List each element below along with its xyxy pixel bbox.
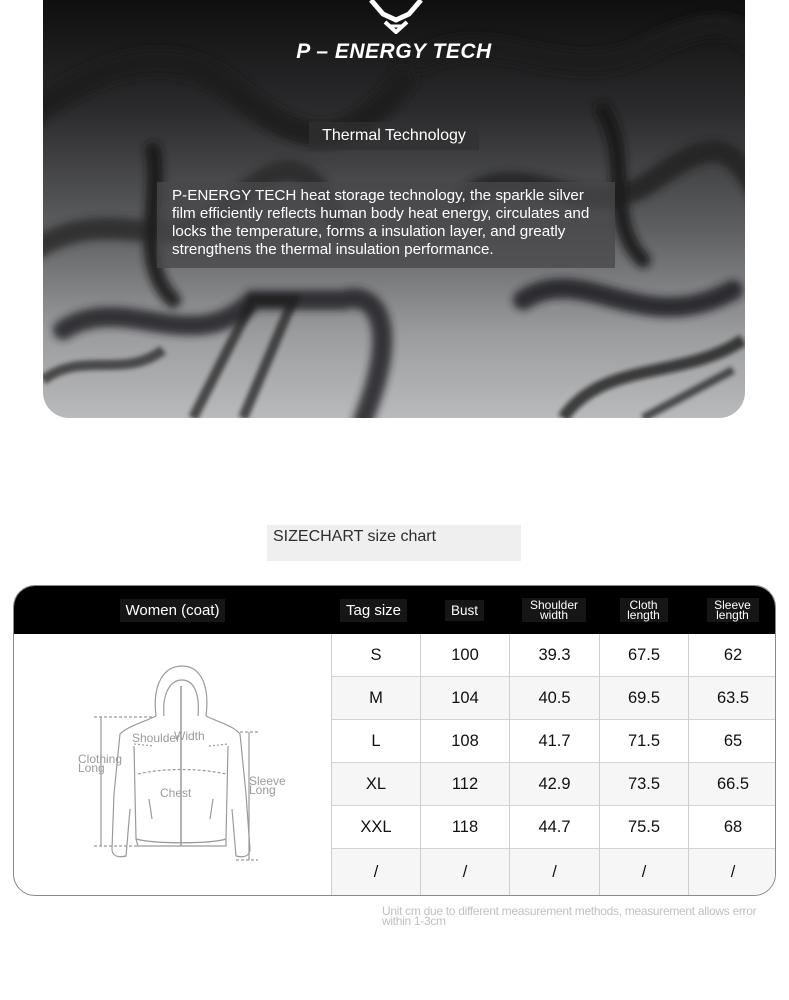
column-header-sleeve-length: Sleeve length [688,586,776,634]
measurement-diagram [14,634,330,896]
chest-label: Chest [160,786,192,800]
category-label: Women (coat) [120,599,226,622]
cloth-length-cell: / [599,849,688,896]
bust-cell: / [420,849,509,896]
bust-cell: 100 [420,634,509,677]
tag-size-cell: XXL [331,806,420,849]
sleeve-length-cell: 62 [688,634,776,677]
width-label: Width [174,729,205,743]
brand-name: P – ENERGY TECH [296,40,492,63]
table-header [14,586,776,634]
sleeve-length-cell: 65 [688,720,776,763]
sleeve-length-cell: 68 [688,806,776,849]
shoulder-width-cell: 41.7 [509,720,599,763]
p-energy-logo-icon [365,0,427,34]
bust-cell: 104 [420,677,509,720]
tag-size-cell: L [331,720,420,763]
thermal-technology-banner [43,0,745,418]
table-row [331,677,776,720]
bust-cell: 108 [420,720,509,763]
shoulder-label: Shoulder [132,731,181,745]
cloth-length-cell: 75.5 [599,806,688,849]
cloth-length-cell: 71.5 [599,720,688,763]
sleeve-long-label: Sleeve Long [249,774,286,797]
bust-cell: 112 [420,763,509,806]
column-header-cloth-length: Cloth length [599,586,688,634]
size-values-grid [331,634,776,896]
measurement-note: Unit cm due to different measurement methods, measurement allows error within 1-3cm [382,904,757,928]
tag-size-cell: S [331,634,420,677]
shoulder-width-cell: 40.5 [509,677,599,720]
bust-cell: 118 [420,806,509,849]
table-row [331,720,776,763]
tag-size-cell: XL [331,763,420,806]
table-row [331,634,776,677]
hooded-jacket-icon [14,634,330,896]
shoulder-width-cell: / [509,849,599,896]
cloth-length-cell: 67.5 [599,634,688,677]
tag-size-cell: M [331,677,420,720]
banner-description: P-ENERGY TECH heat storage technology, the sparkle silver film efficiently reflects human body heat energy, circulates and locks the temperature, forms a insulation layer, and greatly strengthens the thermal insulation performance. [157,182,615,268]
cloth-length-cell: 69.5 [599,677,688,720]
size-chart-title: SIZECHART size chart [267,525,521,561]
table-row [331,849,776,896]
sleeve-length-cell: 66.5 [688,763,776,806]
column-header-shoulder-width: Shoulder width [509,586,599,634]
shoulder-width-cell: 42.9 [509,763,599,806]
sleeve-length-cell: 63.5 [688,677,776,720]
table-row [331,806,776,849]
shoulder-width-cell: 44.7 [509,806,599,849]
column-header-tag-size: Tag size [331,586,416,634]
cloth-length-cell: 73.5 [599,763,688,806]
size-chart-table [13,585,776,896]
clothing-long-label: Clothing Long [78,752,123,775]
sleeve-length-cell: / [688,849,776,896]
table-row [331,763,776,806]
tag-size-cell: / [331,849,420,896]
banner-title: Thermal Technology [309,122,479,150]
category-header [14,586,331,634]
shoulder-width-cell: 39.3 [509,634,599,677]
column-header-bust: Bust [420,586,509,634]
